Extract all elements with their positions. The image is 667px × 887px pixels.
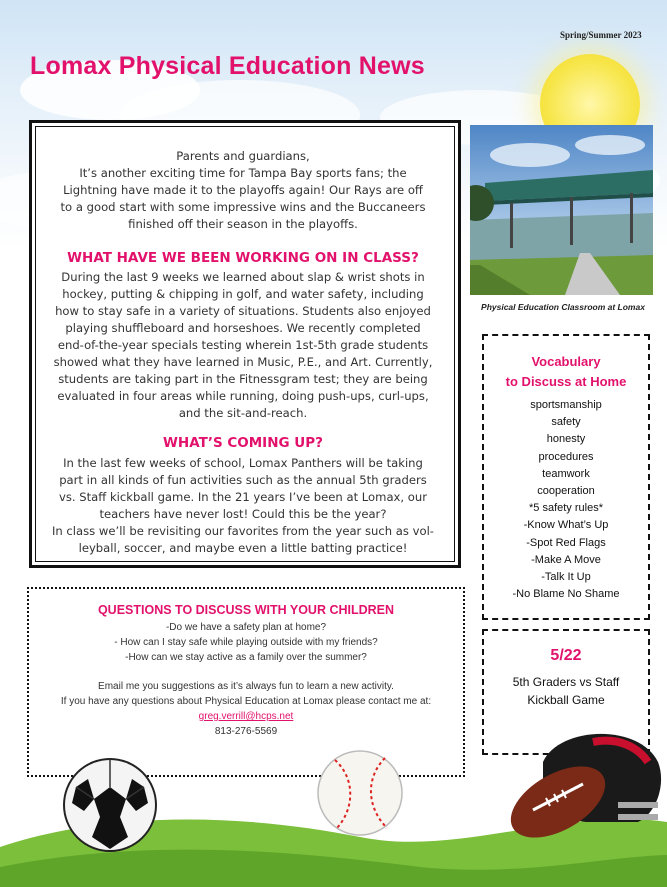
- vocabulary-item: procedures: [538, 450, 594, 463]
- question-item: - How can I stay safe while playing outside with my friends?: [114, 637, 378, 648]
- class-line: end-of-the-year specials testing wherein 1st-5th grade students: [57, 338, 429, 352]
- coming-line: part in all kinds of fun activities such as the annual 5th graders: [59, 473, 427, 487]
- vocabulary-item: -No Blame No Shame: [512, 588, 620, 601]
- season-label: Spring/Summer 2023: [560, 30, 642, 40]
- football-helmet-icon: [498, 722, 667, 852]
- question-item: -How can we stay active as a family over the summer?: [125, 652, 367, 663]
- vocabulary-item: -Spot Red Flags: [526, 536, 606, 549]
- questions-title: QUESTIONS TO DISCUSS WITH YOUR CHILDREN: [97, 603, 395, 617]
- vocabulary-item: -Make A Move: [531, 553, 601, 566]
- coming-line: In class we’ll be revisiting our favorites from the year such as vol-: [51, 524, 434, 538]
- photo-caption: Physical Education Classroom at Lomax: [481, 302, 645, 312]
- email-link[interactable]: greg.verrill@hcps.net: [198, 711, 294, 722]
- class-line: how to stay safe in a variety of situations. Students also enjoyed: [55, 304, 431, 318]
- vocabulary-item: cooperation: [537, 485, 595, 498]
- vocabulary-list: [484, 397, 648, 603]
- contact-line: Email me you suggestions as it’s always fun to learn a new activity.: [98, 681, 394, 692]
- event-line: Kickball Game: [527, 693, 605, 707]
- vocabulary-item: honesty: [546, 433, 586, 446]
- newsletter-title: Lomax Physical Education News: [30, 52, 425, 80]
- vocabulary-item: teamwork: [542, 467, 590, 480]
- contact-info: [29, 679, 463, 739]
- classroom-photo-illustration: [470, 125, 653, 295]
- questions-list: [29, 620, 463, 665]
- event-description: [484, 673, 648, 709]
- intro-line: finished off their season in the playoffs.: [128, 217, 358, 231]
- class-line: showed what they have learned in Music, P.E., and Art. Currently,: [53, 355, 433, 369]
- main-article-box: [29, 120, 461, 568]
- class-line: evaluated in four areas while running, doing push-ups, curl-ups,: [57, 389, 429, 403]
- class-line: and the sit-and-reach.: [178, 406, 308, 420]
- coming-line: vs. Staff kickball game. In the 21 years I’ve been at Lomax, our: [59, 490, 427, 504]
- vocabulary-title-line: Vocabulary: [531, 354, 601, 369]
- class-line: hockey, putting & chipping in golf, and water safety, including: [62, 287, 424, 301]
- vocabulary-title-line: to Discuss at Home: [505, 374, 627, 389]
- phone-number: 813-276-5569: [214, 726, 278, 737]
- class-line: During the last 9 weeks we learned about slap & wrist shots in: [61, 270, 425, 284]
- soccer-ball-icon: [62, 757, 158, 853]
- contact-line: If you have any questions about Physical Education at Lomax please contact me at:: [60, 696, 432, 707]
- class-line: students are taking part in the Fitnessgram test; they are being: [58, 372, 428, 386]
- baseball-icon: [315, 748, 405, 838]
- intro-greeting: Parents and guardians,: [176, 149, 310, 163]
- coming-line: In the last few weeks of school, Lomax Panthers will be taking: [63, 456, 423, 470]
- vocabulary-title: [484, 352, 648, 392]
- question-item: -Do we have a safety plan at home?: [165, 622, 327, 633]
- vocabulary-item: -Know What’s Up: [523, 519, 609, 532]
- vocabulary-item: sportsmanship: [530, 399, 602, 411]
- vocabulary-item: -Talk It Up: [541, 571, 591, 584]
- vocabulary-item: safety: [551, 416, 581, 429]
- classroom-photo: [470, 125, 653, 295]
- intro-line: Lightning have made it to the playoffs again! Our Rays are off: [63, 183, 423, 197]
- event-date: 5/22: [550, 647, 582, 664]
- coming-section-heading: WHAT’S COMING UP?: [163, 435, 323, 451]
- intro-line: to a good start with some impressive wins and the Buccaneers: [60, 200, 426, 214]
- intro-line: It’s another exciting time for Tampa Bay sports fans; the: [79, 166, 407, 180]
- coming-line: leyball, soccer, and maybe even a little batting practice!: [78, 541, 408, 555]
- class-line: playing shuffleboard and horseshoes. We recently completed: [65, 321, 421, 335]
- vocabulary-box: [482, 334, 650, 620]
- class-section-heading: WHAT HAVE WE BEEN WORKING ON IN CLASS?: [67, 250, 419, 266]
- vocabulary-item: *5 safety rules*: [529, 502, 603, 515]
- coming-line: teachers have never lost! Could this be the year?: [99, 507, 387, 521]
- event-line: 5th Graders vs Staff: [512, 675, 620, 689]
